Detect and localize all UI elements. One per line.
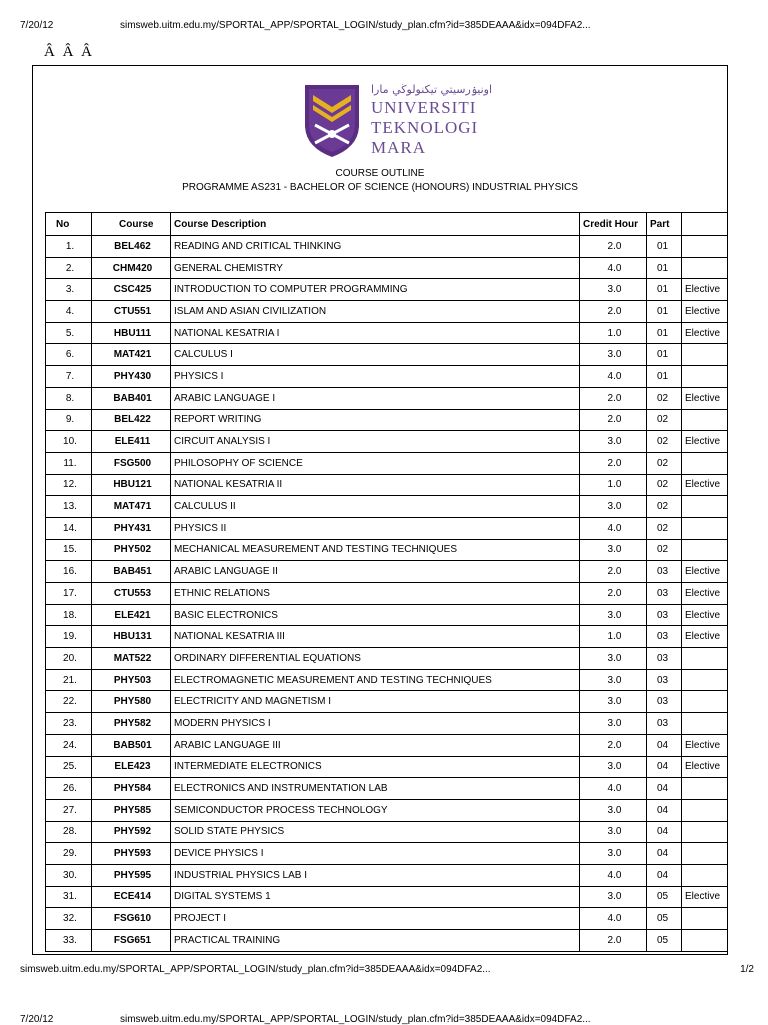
course-code: BAB501 [92,734,171,756]
table-row [46,604,729,626]
credit-hour: 2.0 [580,734,647,756]
row-no: 11. [46,452,92,474]
table-row [46,561,729,583]
course-description: ORDINARY DIFFERENTIAL EQUATIONS [171,648,580,670]
table-row [46,474,729,496]
course-code: PHY595 [92,864,171,886]
course-description: ELECTRONICS AND INSTRUMENTATION LAB [171,778,580,800]
table-row [46,236,729,258]
credit-hour: 4.0 [580,257,647,279]
credit-hour: 3.0 [580,669,647,691]
course-description: SOLID STATE PHYSICS [171,821,580,843]
row-no: 7. [46,366,92,388]
row-no: 23. [46,713,92,735]
course-code: PHY585 [92,799,171,821]
credit-hour: 1.0 [580,474,647,496]
course-code: HBU111 [92,322,171,344]
course-description: PHYSICS II [171,517,580,539]
course-description: NATIONAL KESATRIA I [171,322,580,344]
elective-flag [682,908,729,930]
course-outline-frame [32,65,728,955]
credit-hour: 2.0 [580,409,647,431]
part: 04 [647,864,682,886]
credit-hour: 3.0 [580,756,647,778]
course-description: MECHANICAL MEASUREMENT AND TESTING TECHNIQUES [171,539,580,561]
table-row [46,713,729,735]
header-credit-hour: Credit Hour [580,213,647,236]
credit-hour: 3.0 [580,344,647,366]
header-elective [682,213,729,236]
course-code: PHY580 [92,691,171,713]
row-no: 8. [46,387,92,409]
table-row [46,756,729,778]
elective-flag [682,930,729,952]
part: 01 [647,344,682,366]
table-row [46,322,729,344]
part: 01 [647,257,682,279]
course-code: BEL422 [92,409,171,431]
course-code: PHY592 [92,821,171,843]
table-row [46,778,729,800]
credit-hour: 2.0 [580,561,647,583]
row-no: 5. [46,322,92,344]
credit-hour: 3.0 [580,821,647,843]
table-row [46,539,729,561]
row-no: 31. [46,886,92,908]
course-description: SEMICONDUCTOR PROCESS TECHNOLOGY [171,799,580,821]
table-row [46,648,729,670]
course-code: BEL462 [92,236,171,258]
credit-hour: 3.0 [580,648,647,670]
course-code: ELE421 [92,604,171,626]
part: 02 [647,387,682,409]
part: 01 [647,236,682,258]
course-code: FSG610 [92,908,171,930]
course-code: CSC425 [92,279,171,301]
elective-flag: Elective [682,387,729,409]
credit-hour: 3.0 [580,691,647,713]
course-code: PHY430 [92,366,171,388]
table-header-row [46,213,729,236]
course-description: ARABIC LANGUAGE III [171,734,580,756]
elective-flag: Elective [682,301,729,323]
credit-hour: 3.0 [580,431,647,453]
elective-flag [682,409,729,431]
logo-line-teknologi: TEKNOLOGI [371,118,479,137]
course-description: NATIONAL KESATRIA III [171,626,580,648]
row-no: 15. [46,539,92,561]
row-no: 21. [46,669,92,691]
course-description: NATIONAL KESATRIA II [171,474,580,496]
course-table [45,212,728,952]
part: 02 [647,452,682,474]
table-row [46,452,729,474]
programme-title: PROGRAMME AS231 - BACHELOR OF SCIENCE (HONOURS) INDUSTRIAL PHYSICS [182,182,578,193]
row-no: 32. [46,908,92,930]
row-no: 22. [46,691,92,713]
course-description: INTRODUCTION TO COMPUTER PROGRAMMING [171,279,580,301]
course-code: HBU121 [92,474,171,496]
table-row [46,799,729,821]
row-no: 2. [46,257,92,279]
course-code: CTU553 [92,583,171,605]
row-no: 3. [46,279,92,301]
credit-hour: 4.0 [580,908,647,930]
part: 05 [647,886,682,908]
table-row [46,279,729,301]
part: 03 [647,648,682,670]
table-row [46,387,729,409]
part: 02 [647,431,682,453]
stray-characters: Â Â Â [44,44,94,60]
elective-flag: Elective [682,279,729,301]
elective-flag: Elective [682,583,729,605]
row-no: 16. [46,561,92,583]
course-description: GENERAL CHEMISTRY [171,257,580,279]
credit-hour: 4.0 [580,864,647,886]
elective-flag [682,713,729,735]
credit-hour: 1.0 [580,626,647,648]
row-no: 1. [46,236,92,258]
row-no: 27. [46,799,92,821]
course-description: ELECTROMAGNETIC MEASUREMENT AND TESTING TECHNIQUES [171,669,580,691]
credit-hour: 3.0 [580,886,647,908]
row-no: 29. [46,843,92,865]
credit-hour: 3.0 [580,539,647,561]
logo-line-universiti: UNIVERSITI [371,98,477,117]
course-description: INDUSTRIAL PHYSICS LAB I [171,864,580,886]
header-part: Part [647,213,682,236]
course-description: READING AND CRITICAL THINKING [171,236,580,258]
elective-flag [682,539,729,561]
logo-line-mara: MARA [371,138,427,157]
table-row [46,908,729,930]
table-row [46,734,729,756]
course-code: CTU551 [92,301,171,323]
elective-flag: Elective [682,626,729,648]
elective-flag [682,821,729,843]
row-no: 25. [46,756,92,778]
course-description: ETHNIC RELATIONS [171,583,580,605]
row-no: 24. [46,734,92,756]
course-description: ELECTRICITY AND MAGNETISM I [171,691,580,713]
elective-flag [682,669,729,691]
elective-flag [682,366,729,388]
credit-hour: 3.0 [580,496,647,518]
header-description: Course Description [171,213,580,236]
elective-flag: Elective [682,561,729,583]
elective-flag [682,691,729,713]
part: 01 [647,301,682,323]
elective-flag: Elective [682,431,729,453]
part: 04 [647,843,682,865]
part: 03 [647,713,682,735]
table-row [46,821,729,843]
credit-hour: 3.0 [580,799,647,821]
part: 04 [647,734,682,756]
part: 03 [647,669,682,691]
course-description: DEVICE PHYSICS I [171,843,580,865]
page-number: 1/2 [740,964,754,975]
row-no: 20. [46,648,92,670]
elective-flag [682,778,729,800]
course-description: CALCULUS II [171,496,580,518]
table-row [46,626,729,648]
course-code: MAT421 [92,344,171,366]
elective-flag [682,496,729,518]
credit-hour: 2.0 [580,301,647,323]
course-table-body [46,236,729,952]
table-row [46,344,729,366]
credit-hour: 2.0 [580,452,647,474]
header-no: No [46,213,92,236]
elective-flag [682,236,729,258]
course-code: PHY584 [92,778,171,800]
part: 01 [647,366,682,388]
credit-hour: 4.0 [580,366,647,388]
credit-hour: 3.0 [580,279,647,301]
row-no: 30. [46,864,92,886]
course-description: DIGITAL SYSTEMS 1 [171,886,580,908]
part: 02 [647,539,682,561]
table-row [46,366,729,388]
row-no: 13. [46,496,92,518]
course-description: ARABIC LANGUAGE I [171,387,580,409]
elective-flag [682,452,729,474]
elective-flag [682,864,729,886]
credit-hour: 1.0 [580,322,647,344]
row-no: 10. [46,431,92,453]
elective-flag [682,799,729,821]
table-row [46,583,729,605]
course-code: MAT471 [92,496,171,518]
part: 04 [647,799,682,821]
table-row [46,496,729,518]
course-code: PHY503 [92,669,171,691]
elective-flag: Elective [682,474,729,496]
part: 01 [647,322,682,344]
part: 03 [647,626,682,648]
part: 03 [647,583,682,605]
course-code: BAB451 [92,561,171,583]
course-code: ELE423 [92,756,171,778]
credit-hour: 3.0 [580,713,647,735]
row-no: 12. [46,474,92,496]
row-no: 4. [46,301,92,323]
footer-url[interactable]: simsweb.uitm.edu.my/SPORTAL_APP/SPORTAL_LOGIN/study_plan.cfm?id=385DEAAA&idx=094DFA2... [20,964,491,975]
course-code: ECE414 [92,886,171,908]
course-code: PHY582 [92,713,171,735]
part: 03 [647,691,682,713]
row-no: 33. [46,930,92,952]
elective-flag: Elective [682,886,729,908]
course-description: ARABIC LANGUAGE II [171,561,580,583]
course-code: CHM420 [92,257,171,279]
row-no: 26. [46,778,92,800]
course-description: CALCULUS I [171,344,580,366]
row-no: 6. [46,344,92,366]
row-no: 28. [46,821,92,843]
table-row [46,864,729,886]
elective-flag: Elective [682,734,729,756]
part: 01 [647,279,682,301]
table-row [46,886,729,908]
row-no: 18. [46,604,92,626]
row-no: 9. [46,409,92,431]
credit-hour: 2.0 [580,236,647,258]
elective-flag [682,257,729,279]
elective-flag: Elective [682,604,729,626]
part: 05 [647,908,682,930]
table-row [46,669,729,691]
course-code: FSG500 [92,452,171,474]
next-page-url[interactable]: simsweb.uitm.edu.my/SPORTAL_APP/SPORTAL_LOGIN/study_plan.cfm?id=385DEAAA&idx=094DFA2... [120,1014,591,1025]
course-code: PHY431 [92,517,171,539]
table-row [46,257,729,279]
part: 02 [647,496,682,518]
course-description: CIRCUIT ANALYSIS I [171,431,580,453]
part: 04 [647,756,682,778]
course-code: ELE411 [92,431,171,453]
table-row [46,301,729,323]
credit-hour: 2.0 [580,583,647,605]
part: 03 [647,604,682,626]
row-no: 19. [46,626,92,648]
part: 04 [647,778,682,800]
table-row [46,930,729,952]
elective-flag: Elective [682,322,729,344]
row-no: 14. [46,517,92,539]
course-description: PHYSICS I [171,366,580,388]
course-description: PRACTICAL TRAINING [171,930,580,952]
uitm-logo [301,81,501,161]
credit-hour: 3.0 [580,843,647,865]
course-code: HBU131 [92,626,171,648]
course-outline-title: COURSE OUTLINE [335,168,425,179]
course-code: MAT522 [92,648,171,670]
credit-hour: 2.0 [580,387,647,409]
table-row [46,431,729,453]
part: 03 [647,561,682,583]
table-row [46,843,729,865]
course-description: REPORT WRITING [171,409,580,431]
course-code: BAB401 [92,387,171,409]
table-row [46,517,729,539]
course-description: MODERN PHYSICS I [171,713,580,735]
course-code: FSG651 [92,930,171,952]
header-course: Course [92,213,171,236]
print-date: 7/20/12 [20,20,54,31]
course-description: PHILOSOPHY OF SCIENCE [171,452,580,474]
course-description: ISLAM AND ASIAN CIVILIZATION [171,301,580,323]
part: 02 [647,474,682,496]
course-code: PHY593 [92,843,171,865]
row-no: 17. [46,583,92,605]
part: 02 [647,409,682,431]
elective-flag [682,648,729,670]
table-row [46,691,729,713]
elective-flag: Elective [682,756,729,778]
logo-arabic-text: اونيۏرسيتي تيكنولوڬي مارا [371,83,493,96]
part: 02 [647,517,682,539]
table-row [46,409,729,431]
course-description: BASIC ELECTRONICS [171,604,580,626]
part: 04 [647,821,682,843]
course-code: PHY502 [92,539,171,561]
part: 05 [647,930,682,952]
print-url[interactable]: simsweb.uitm.edu.my/SPORTAL_APP/SPORTAL_LOGIN/study_plan.cfm?id=385DEAAA&idx=094DFA2... [120,20,591,31]
course-description: INTERMEDIATE ELECTRONICS [171,756,580,778]
elective-flag [682,344,729,366]
next-page-date: 7/20/12 [20,1014,54,1025]
elective-flag [682,517,729,539]
credit-hour: 4.0 [580,517,647,539]
credit-hour: 2.0 [580,930,647,952]
elective-flag [682,843,729,865]
course-description: PROJECT I [171,908,580,930]
credit-hour: 3.0 [580,604,647,626]
credit-hour: 4.0 [580,778,647,800]
